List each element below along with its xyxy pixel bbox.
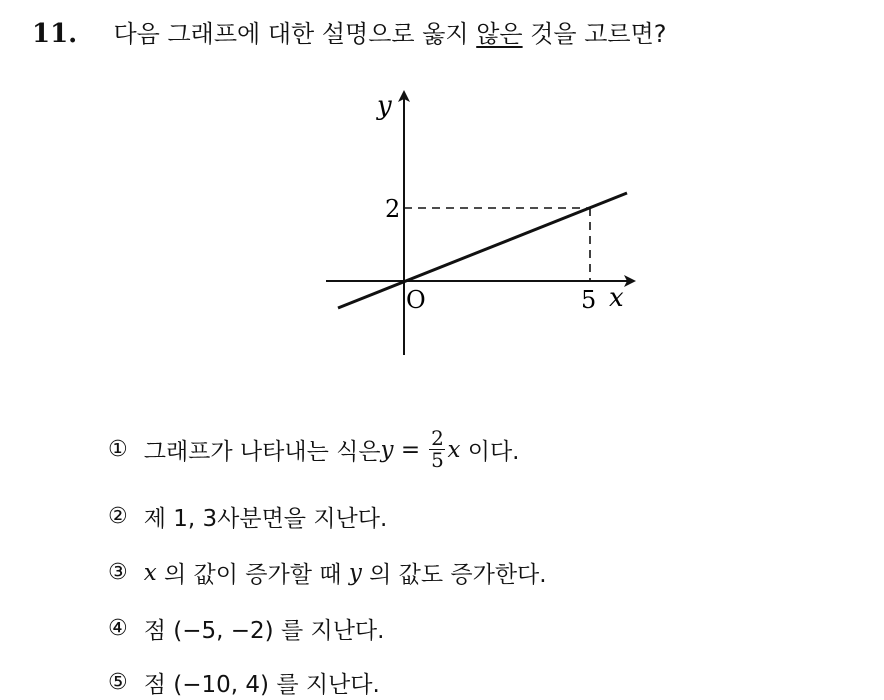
choice-3-mid2: 의 값도 증가한다. <box>361 562 547 588</box>
origin-label: O <box>406 286 426 314</box>
question-text-underlined: 않은 <box>476 20 523 48</box>
choice-1-var-x: x <box>447 436 461 463</box>
choice-3-mark: ③ <box>108 560 128 585</box>
choice-5-mark: ⑤ <box>108 670 128 695</box>
y-axis-label: y <box>377 91 392 121</box>
question-text <box>114 20 667 48</box>
line-graph <box>300 80 660 370</box>
choice-1[interactable] <box>108 428 520 471</box>
choice-1-equals: = <box>393 436 428 463</box>
question-header <box>32 14 667 49</box>
choice-1-fraction <box>429 428 445 471</box>
choice-2-mark: ② <box>108 504 128 529</box>
choice-3-var-x: x <box>143 559 157 586</box>
choice-1-pre: 그래프가 나타내는 식은 <box>143 439 381 465</box>
x-tick-label: 5 <box>581 286 597 314</box>
fraction-numerator: 2 <box>431 426 444 450</box>
choice-3-var-y: y <box>348 559 362 586</box>
choice-4[interactable] <box>108 612 384 645</box>
choice-3-mid1: 의 값이 증가할 때 <box>156 562 349 588</box>
question-number: 11. <box>32 19 78 49</box>
question-text-after: 것을 고르면? <box>522 20 667 48</box>
choice-3[interactable] <box>108 556 547 589</box>
choice-1-mark: ① <box>108 437 128 462</box>
choice-2-text: 제 1, 3사분면을 지난다. <box>143 506 388 532</box>
choice-1-post: 이다. <box>460 439 520 465</box>
fraction-denominator: 5 <box>431 448 444 472</box>
x-axis-label: x <box>609 283 624 313</box>
choice-1-var-y: y <box>380 436 394 463</box>
choice-4-text: 점 (−5, −2) 를 지난다. <box>143 618 385 644</box>
y-tick-label: 2 <box>385 195 401 223</box>
question-text-before: 다음 그래프에 대한 설명으로 옳지 <box>113 20 477 48</box>
choice-2[interactable] <box>108 500 387 533</box>
choice-5-text: 점 (−10, 4) 를 지난다. <box>143 672 380 698</box>
choice-5[interactable] <box>108 666 380 699</box>
choice-4-mark: ④ <box>108 616 128 641</box>
